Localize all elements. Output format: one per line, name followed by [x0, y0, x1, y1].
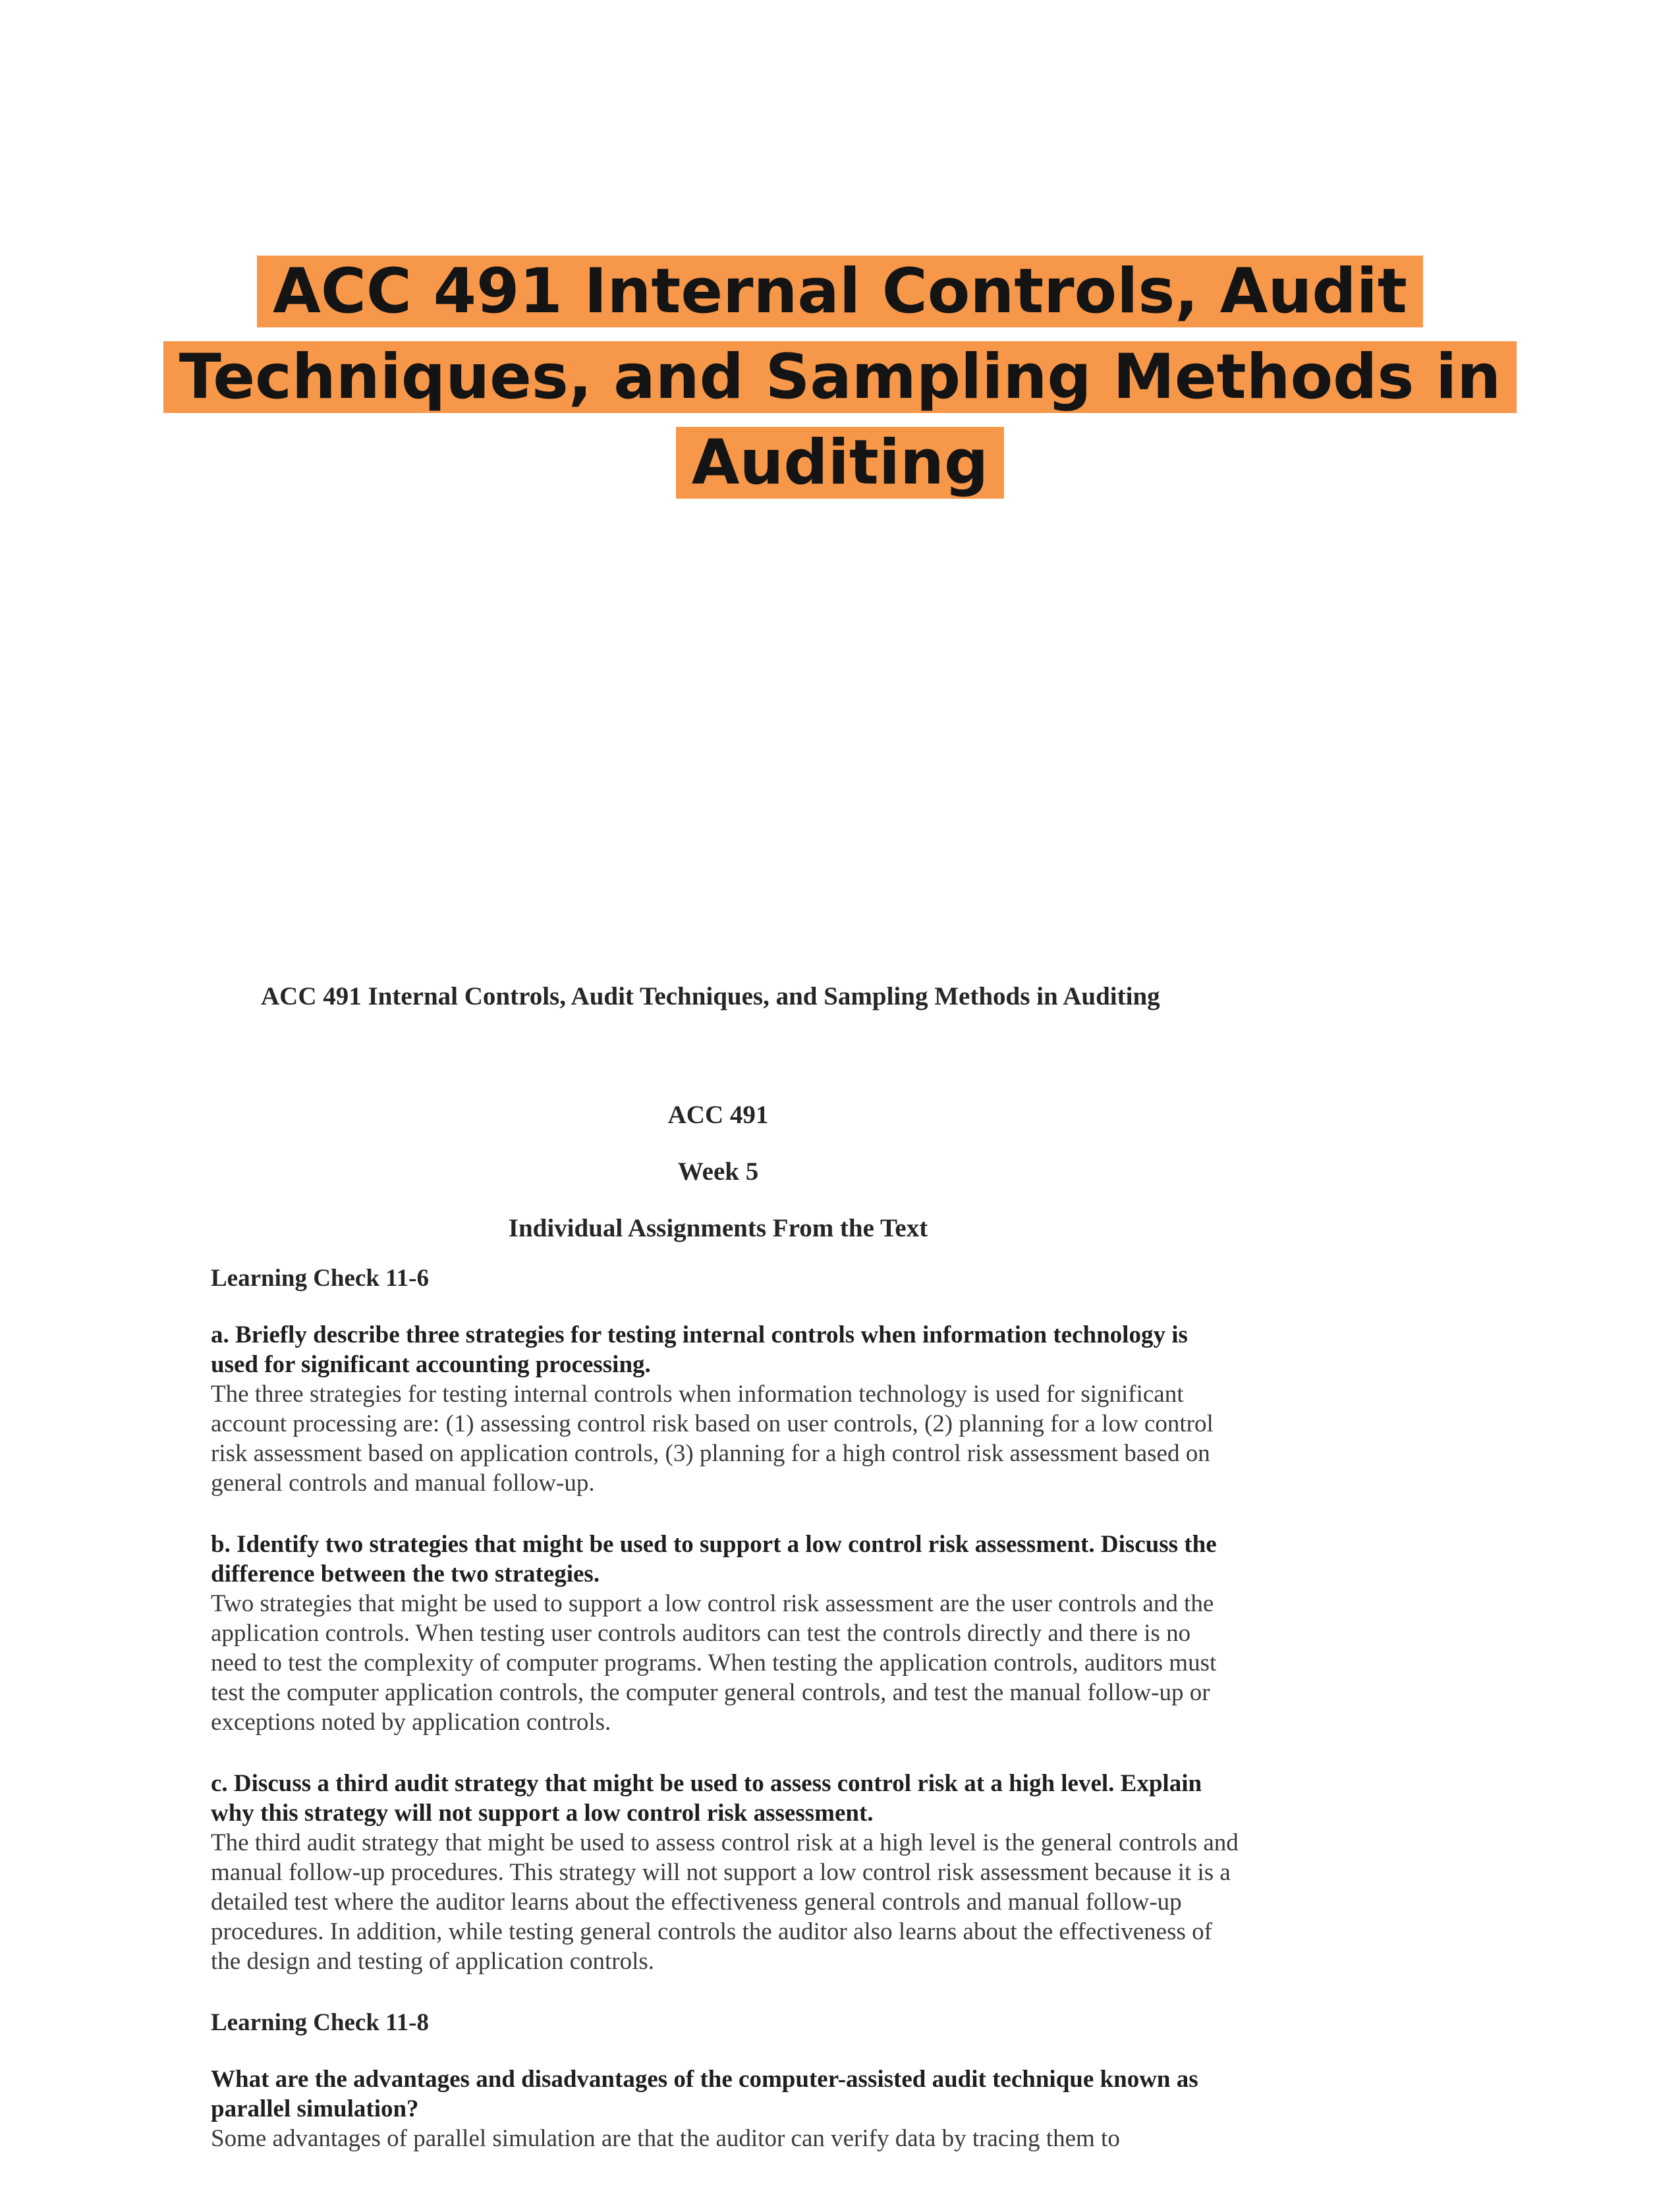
- answer-text: The third audit strategy that might be used to assess control risk at a high level is the general controls and manual follow-up procedures. This strategy will not support a low control risk assessment because it is a detailed test where the auditor learns about the effectiveness general controls and manual follow-up procedures. In addition, while testing general controls the auditor also learns about the effectiveness of the design and testing of application controls.: [211, 1829, 1239, 1975]
- document-header: ACC 491 Internal Controls, Audit Techniques, and Sampling Methods in Auditing: [261, 982, 1160, 1010]
- section-heading: Learning Check 11-6: [211, 1265, 429, 1292]
- answer-text: Some advantages of parallel simulation are that the auditor can verify data by tracing them to: [211, 2125, 1120, 2152]
- cover-title-line-3: Auditing: [676, 427, 1005, 499]
- answer-text: Two strategies that might be used to support a low control risk assessment are the user controls and the application controls. When testing user controls auditors can test the controls directly and there is no need to test the complexity of computer programs. When testing the application controls, auditors must test the computer application controls, the computer general controls, and test the manual follow-up or exceptions noted by application controls.: [211, 1590, 1217, 1736]
- course-code: ACC 491: [667, 1101, 769, 1129]
- assignment-title: Individual Assignments From the Text: [508, 1214, 928, 1242]
- document-body: [211, 1263, 1265, 2185]
- answer-text: The three strategies for testing internal controls when information technology is used for significant account processing are: (1) assessing control risk based on user controls, (2) planning for a low control risk assessment based on application controls, (3) planning for a high control risk assessment based on general controls and manual follow-up.: [211, 1381, 1214, 1497]
- qa-item: [211, 1530, 1265, 1737]
- section-learning-check-11-6: [211, 1263, 1265, 1976]
- qa-item: [211, 1320, 1265, 1498]
- week-label: Week 5: [677, 1157, 759, 1186]
- qa-item: [211, 1769, 1265, 1976]
- question-text: c. Discuss a third audit strategy that might be used to assess control risk at a high level. Explain why this strategy will not support a low control risk assessment.: [211, 1770, 1202, 1827]
- cover-title-line-1: ACC 491 Internal Controls, Audit: [257, 256, 1423, 327]
- question-text: a. Briefly describe three strategies for testing internal controls when information technology is used for significant accounting processing.: [211, 1321, 1188, 1378]
- qa-item: [211, 2064, 1265, 2153]
- cover-title: [0, 249, 1680, 506]
- question-text: What are the advantages and disadvantages of the computer-assisted audit technique known as parallel simulation?: [211, 2066, 1198, 2122]
- section-heading: Learning Check 11-8: [211, 2009, 429, 2036]
- section-learning-check-11-8: [211, 2008, 1265, 2153]
- cover-title-line-2: Techniques, and Sampling Methods in: [163, 341, 1517, 413]
- question-text: b. Identify two strategies that might be used to support a low control risk assessment. Discuss the difference between the two strategies.: [211, 1531, 1217, 1588]
